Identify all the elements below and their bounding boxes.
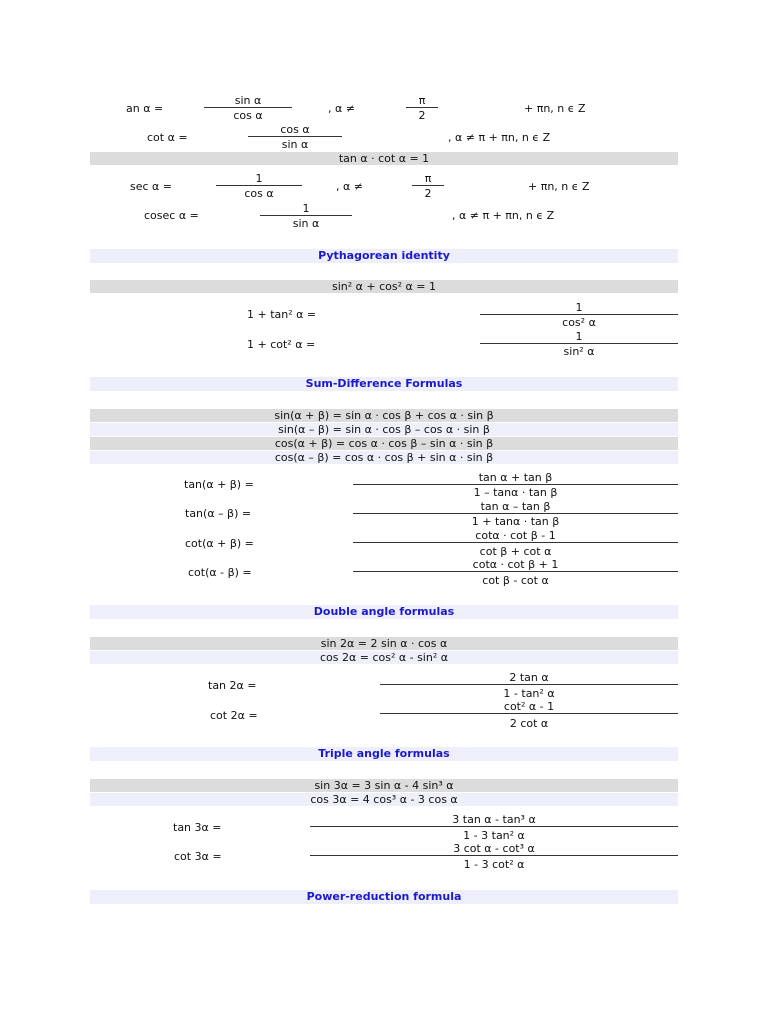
pythagorean-formula-2-lhs: 1 + cot² α = xyxy=(247,338,316,351)
sum-difference-band-1: sin(α + β) = sin α · cos β + cos α · sin β xyxy=(90,409,678,422)
fraction-bar xyxy=(412,185,444,186)
sec-definition-numerator: 1 xyxy=(255,172,263,185)
fraction-bar xyxy=(310,826,678,827)
pi-symbol: π xyxy=(418,94,426,107)
tan-difference-numerator: tan α – tan β xyxy=(480,500,551,513)
sec-definition-denominator: cos α xyxy=(244,187,274,200)
cot-triple-numerator: 3 cot α - cot³ α xyxy=(453,842,535,855)
tan-definition-numerator: sin α xyxy=(234,94,262,107)
cot-definition-lhs: cot α = xyxy=(147,131,188,144)
tan-condition-prefix: , α ≠ xyxy=(328,102,355,115)
sum-difference-band-2: sin(α – β) = sin α · cos β – cos α · sin β xyxy=(90,423,678,436)
cot-sum-denominator: cot β + cot α xyxy=(479,545,552,558)
cot-difference-denominator: cot β - cot α xyxy=(482,574,549,587)
tan-double-denominator: 1 - tan² α xyxy=(503,687,555,700)
triple-angle-sin-band: sin 3α = 3 sin α - 4 sin³ α xyxy=(90,779,678,792)
sum-difference-heading: Sum-Difference Formulas xyxy=(90,377,678,391)
cot-double-numerator: cot² α - 1 xyxy=(503,700,555,713)
cosec-definition-lhs: cosec α = xyxy=(144,209,199,222)
cosec-definition-denominator: sin α xyxy=(292,217,320,230)
cot-sum-numerator: cotα · cot β - 1 xyxy=(475,529,556,542)
fraction-bar xyxy=(260,215,352,216)
cot-triple-lhs: cot 3α = xyxy=(174,850,222,863)
fraction-bar xyxy=(353,542,678,543)
sec-definition-lhs: sec α = xyxy=(130,180,173,193)
fraction-bar xyxy=(353,513,678,514)
two-denominator: 2 xyxy=(424,187,432,200)
pythagorean-heading: Pythagorean identity xyxy=(90,249,678,263)
tan-sum-denominator: 1 – tanα · tan β xyxy=(473,486,558,499)
tan-difference-denominator: 1 + tanα · tan β xyxy=(471,515,560,528)
fraction-bar xyxy=(380,684,678,685)
pythagorean-formula-1-numerator: 1 xyxy=(575,301,583,314)
tan-difference-lhs: tan(α – β) = xyxy=(185,507,252,520)
fraction-bar xyxy=(406,107,438,108)
fraction-bar xyxy=(216,185,302,186)
cosec-definition-numerator: 1 xyxy=(302,202,310,215)
cot-double-lhs: cot 2α = xyxy=(210,709,258,722)
cot-double-denominator: 2 cot α xyxy=(509,717,549,730)
cot-condition: , α ≠ π + πn, n ϵ Z xyxy=(448,131,551,144)
power-reduction-heading: Power-reduction formula xyxy=(90,890,678,904)
cot-sum-lhs: cot(α + β) = xyxy=(185,537,254,550)
cot-triple-denominator: 1 - 3 cot² α xyxy=(463,858,525,871)
pi-symbol: π xyxy=(424,172,432,185)
cot-difference-lhs: cot(α - β) = xyxy=(188,566,252,579)
fraction-bar xyxy=(204,107,292,108)
tan-cot-product-band: tan α · cot α = 1 xyxy=(90,152,678,165)
pythagorean-formula-2-numerator: 1 xyxy=(575,330,583,343)
tan-triple-numerator: 3 tan α - tan³ α xyxy=(452,813,536,826)
fraction-bar xyxy=(380,713,678,714)
cosec-condition: , α ≠ π + πn, n ϵ Z xyxy=(452,209,555,222)
tan-double-lhs: tan 2α = xyxy=(208,679,257,692)
sec-condition-suffix: + πn, n ϵ Z xyxy=(528,180,590,193)
tan-triple-denominator: 1 - 3 tan² α xyxy=(463,829,525,842)
tan-double-numerator: 2 tan α xyxy=(509,671,549,684)
sum-difference-band-4: cos(α – β) = cos α · cos β + sin α · sin β xyxy=(90,451,678,464)
double-angle-heading: Double angle formulas xyxy=(90,605,678,619)
fraction-bar xyxy=(480,314,678,315)
sec-condition-prefix: , α ≠ xyxy=(336,180,363,193)
triple-angle-cos-band: cos 3α = 4 cos³ α - 3 cos α xyxy=(90,793,678,806)
tan-definition-denominator: cos α xyxy=(233,109,263,122)
fraction-bar xyxy=(248,136,342,137)
sum-difference-band-3: cos(α + β) = cos α · cos β – sin α · sin β xyxy=(90,437,678,450)
two-denominator: 2 xyxy=(418,109,426,122)
fraction-bar xyxy=(353,571,678,572)
tan-sum-numerator: tan α + tan β xyxy=(478,471,553,484)
tan-definition-lhs: an α = xyxy=(126,102,164,115)
pythagorean-formula-2-denominator: sin² α xyxy=(563,345,595,358)
double-angle-cos-band: cos 2α = cos² α - sin² α xyxy=(90,651,678,664)
fraction-bar xyxy=(353,484,678,485)
tan-condition-suffix: + πn, n ϵ Z xyxy=(524,102,586,115)
cot-definition-denominator: sin α xyxy=(281,138,309,151)
fraction-bar xyxy=(480,343,678,344)
double-angle-sin-band: sin 2α = 2 sin α · cos α xyxy=(90,637,678,650)
cot-difference-numerator: cotα · cot β + 1 xyxy=(472,558,559,571)
cot-definition-numerator: cos α xyxy=(280,123,310,136)
pythagorean-formula-1-lhs: 1 + tan² α = xyxy=(247,308,317,321)
fraction-bar xyxy=(310,855,678,856)
tan-sum-lhs: tan(α + β) = xyxy=(184,478,254,491)
tan-triple-lhs: tan 3α = xyxy=(173,821,222,834)
pythagorean-identity-band: sin² α + cos² α = 1 xyxy=(90,280,678,293)
triple-angle-heading: Triple angle formulas xyxy=(90,747,678,761)
pythagorean-formula-1-denominator: cos² α xyxy=(562,316,596,329)
